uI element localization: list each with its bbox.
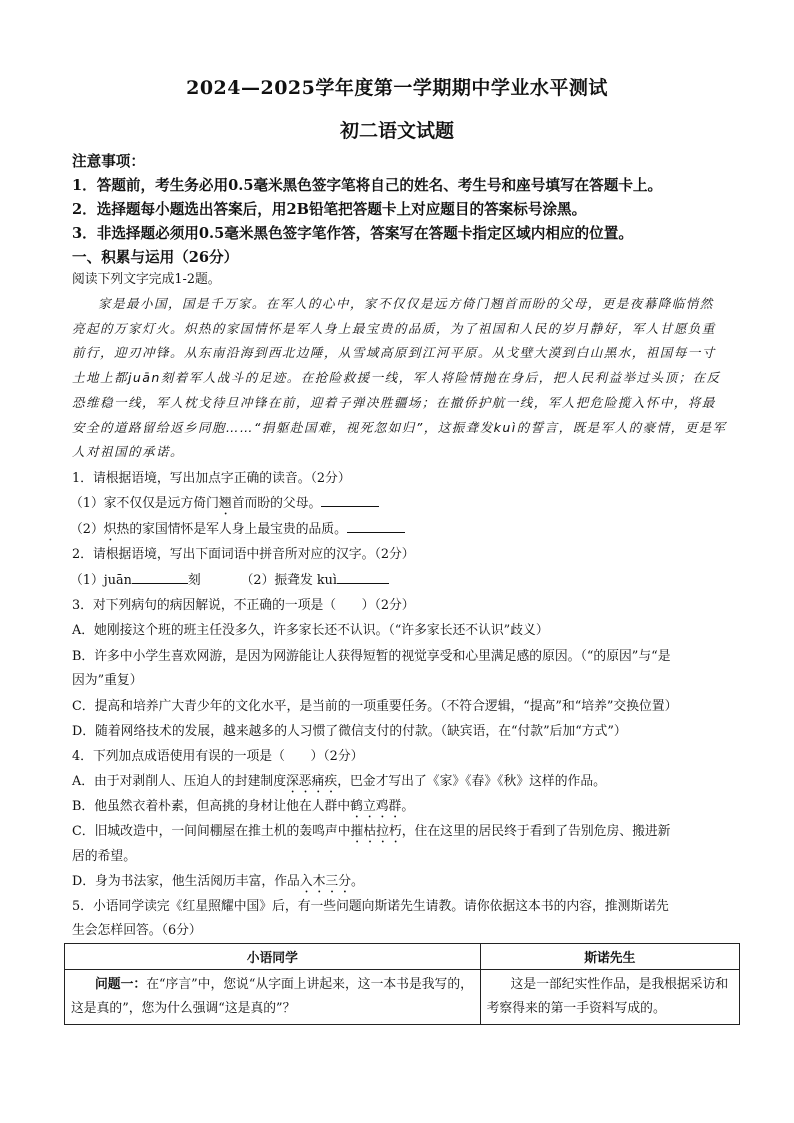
q3-option-d: D．随着网络技术的发展，越来越多的人习惯了微信支付的付款。（缺宾语，在“付款”后加“方式”） (72, 724, 627, 739)
q1-stem: 1．请根据语境，写出加点字正确的读音。（2分） (72, 471, 351, 486)
q4-option-c (72, 823, 724, 846)
notice-item-2: 2．选择题每小题选出答案后，用2B铅笔把答题卡上对应题目的答案标号涂黑。 (72, 201, 587, 218)
q4-option-c-post: ，住在这里的居民终于看到了告别危房、搬进新 (401, 824, 671, 839)
q3-option-a: A．她刚接这个班的班主任没多久，许多家长还不认识。（“许多家长还不认识”歧义） (72, 623, 549, 638)
q2-parts (70, 571, 722, 590)
q4-option-d (72, 873, 724, 896)
q3-option-c: C．提高和培养广大青少年的文化水平，是当前的一项重要任务。（不符合逻辑，“提高”和“培养”交换位置） (72, 699, 678, 714)
q3-option-b-cont: 因为”重复） (72, 673, 143, 688)
q4-option-a-pre: A．由于对剥削人、压迫人的封建制度 (72, 774, 286, 789)
q1-part-1-blank[interactable] (321, 494, 379, 507)
passage-line-2: 亮起的万家灯火。炽热的家国情怀是军人身上最宝贵的品质，为了祖国和人民的岁月静好，军人甘愿负重 (72, 321, 716, 336)
q1-part-1-post: 首而盼的父母。 (231, 496, 322, 511)
q2-stem: 2．请根据语境，写出下面词语中拼音所对应的汉字。（2分） (72, 547, 415, 562)
q3-option-b: B．许多中小学生喜欢网游，是因为网游能让人获得短暂的视觉享受和心里满足感的原因。（“的原因”与“是 (72, 649, 671, 664)
q1-part-1-dotted: 翘 (218, 496, 232, 511)
q4-stem: 4．下列加点成语使用有误的一项是（ ）（2分） (72, 749, 364, 764)
q2-part-1-blank[interactable] (132, 571, 188, 584)
q2-part-1-pre: （1）juān (70, 573, 132, 588)
section-heading: 一、积累与运用（26分） (72, 249, 239, 266)
q4-option-d-idiom: 入木三分 (299, 874, 351, 889)
q1-part-2 (70, 520, 722, 544)
q4-option-d-pre: D．身为书法家，他生活阅历丰富，作品 (72, 874, 300, 889)
qa-table-header-row (65, 944, 740, 970)
qa-table (64, 943, 740, 1025)
q4-option-a-idiom: 深恶痛疾 (286, 774, 338, 789)
notice-item-1: 1．答题前，考生务必用0.5毫米黑色签字笔将自己的姓名、考生号和座号填写在答题卡上。 (72, 177, 663, 194)
exam-subtitle: 初二语文试题 (339, 120, 454, 142)
q4-option-b-post: 。 (401, 799, 415, 814)
qa-answer-cell (480, 970, 739, 1025)
q1-part-1 (70, 494, 722, 518)
passage-line-5: 恐维稳一线，军人枕戈待旦冲锋在前，迎着子弹决胜疆场；在撤侨护航一线，军人把危险揽入怀中，将最 (72, 395, 716, 410)
q2-part-1-post: 刻 (187, 573, 201, 588)
q4-option-c-cont: 居的希望。 (72, 849, 136, 864)
passage-line-4: 土地上都juān刻着军人战斗的足迹。在抢险救援一线，军人将险情抛在身后，把人民利益举过头顶；在反 (72, 370, 721, 385)
q1-part-2-dotted: 炽 (103, 522, 117, 537)
passage-line-1: 家是最小国，国是千万家。在军人的心中，家不仅仅是远方倚门翘首而盼的父母，更是夜幕降临悄然 (98, 296, 714, 311)
q4-option-c-idiom: 摧枯拉朽 (350, 824, 402, 839)
passage-line-7: 人对祖国的承诺。 (72, 444, 184, 459)
q4-option-c-pre: C．旧城改造中，一间间棚屋在推土机的轰鸣声中 (72, 824, 351, 839)
qa-answer-text: 这是一部纪实性作品，是我根据采访和考察得来的第一手资料写成的。 (486, 977, 729, 1016)
qa-question-text: 在“序言”中，您说“从字面上讲起来，这一本书是我写的，这是真的”，您为什么强调“这是真的”？ (71, 977, 473, 1016)
notice-heading: 注意事项： (72, 153, 145, 170)
q4-option-b-pre: B．他虽然衣着朴素，但高挑的身材让他在人群中 (72, 799, 351, 814)
q4-option-b (72, 798, 724, 821)
q4-option-d-post: 。 (351, 874, 364, 889)
q3-stem: 3．对下列病句的病因解说，不正确的一项是（ ）（2分） (72, 598, 415, 613)
q2-part-2-blank[interactable] (337, 571, 389, 584)
exam-title: 2024—2025学年度第一学期期中学业水平测试 (186, 77, 608, 99)
q4-option-a (72, 773, 724, 796)
q1-part-2-blank[interactable] (347, 520, 405, 533)
reading-intro: 阅读下列文字完成1-2题。 (72, 272, 221, 287)
q1-part-1-pre: （1）家不仅仅是远方倚门 (70, 496, 219, 511)
q1-part-2-pre: （2） (70, 522, 104, 537)
q1-part-2-post: 热的家国情怀是军人身上最宝贵的品质。 (116, 522, 347, 537)
q5-stem: 5．小语同学读完《红星照耀中国》后，有一些问题向斯诺先生请教。请你依据这本书的内容，推测斯诺先 (72, 899, 669, 914)
q2-part-2-pre: （2）振聋发 kuì (240, 573, 337, 588)
notice-item-3: 3．非选择题必须用0.5毫米黑色签字笔作答，答案写在答题卡指定区域内相应的位置。 (72, 225, 633, 242)
qa-question-label: 问题一： (95, 977, 147, 992)
qa-header-snow: 斯诺先生 (480, 944, 739, 970)
q4-option-a-post: ，巴金才写出了《家》《春》《秋》这样的作品。 (337, 774, 606, 789)
qa-question-cell (65, 970, 481, 1025)
passage-line-6: 安全的道路留给返乡同胞……“捐躯赴国难，视死忽如归”，这振聋发kuì的誓言，既是军人的豪情，更是军 (72, 420, 727, 435)
passage-line-3: 前行，迎刃冲锋。从东南沿海到西北边陲，从雪域高原到江河平原。从戈壁大漠到白山黑水，祖国每一寸 (72, 345, 716, 360)
table-row (65, 970, 740, 1025)
q5-stem-cont: 生会怎样回答。（6分） (72, 923, 202, 938)
q4-option-b-idiom: 鹤立鸡群 (350, 799, 402, 814)
qa-header-student: 小语同学 (65, 944, 481, 970)
